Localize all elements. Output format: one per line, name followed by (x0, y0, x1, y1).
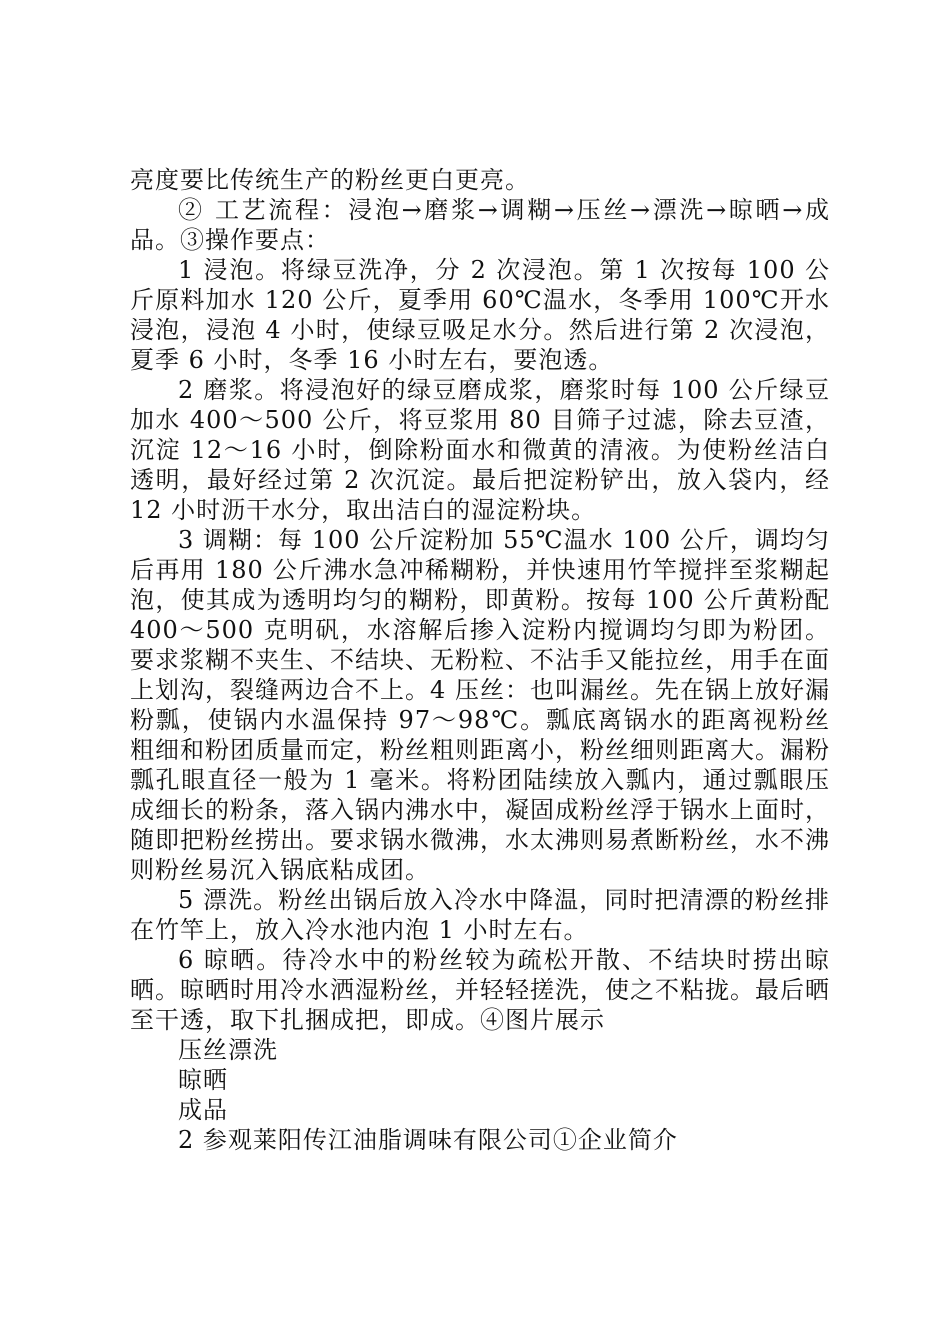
caption-product: 成品 (178, 1096, 228, 1124)
caption-pressing-rinsing: 压丝漂洗 (178, 1036, 278, 1064)
paragraph-grinding: 2 磨浆。将浸泡好的绿豆磨成浆，磨浆时每 100 公斤绿豆加水 400～500 公斤，将豆浆用 80 目筛子过滤，除去豆渣，沉淀 12～16 小时，倒除粉面水和微黄的清液。为使粉丝洁白透明，最好经过第 2 次沉淀。最后把淀粉铲出，放入袋内，经 12 小时沥干水分，取出洁白的湿淀粉块。 (130, 376, 830, 524)
section-heading-company-visit: 2 参观莱阳传江油脂调味有限公司①企业简介 (178, 1126, 678, 1154)
document-page (130, 165, 830, 1155)
paragraph-drying: 6 晾晒。待冷水中的粉丝较为疏松开散、不结块时捞出晾晒。晾晒时用冷水洒湿粉丝，并轻轻搓洗，使之不粘拢。最后晒至干透，取下扎捆成把，即成。④图片展示 (130, 946, 830, 1034)
paragraph-rinsing: 5 漂洗。粉丝出锅后放入冷水中降温，同时把清漂的粉丝排在竹竿上，放入冷水池内泡 1 小时左右。 (130, 886, 830, 944)
paragraph-soaking: 1 浸泡。将绿豆洗净，分 2 次浸泡。第 1 次按每 100 公斤原料加水 120 公斤，夏季用 60℃温水，冬季用 100℃开水浸泡，浸泡 4 小时，使绿豆吸足水分。然后进行第 2 次浸泡，夏季 6 小时，冬季 16 小时左右，要泡透。 (130, 256, 830, 374)
paragraph-intro: 亮度要比传统生产的粉丝更白更亮。 (130, 166, 530, 194)
paragraph-process-flow: ② 工艺流程：浸泡→磨浆→调糊→压丝→漂洗→晾晒→成品。③操作要点： (130, 196, 830, 254)
caption-drying: 晾晒 (178, 1066, 228, 1094)
paragraph-mixing-pressing: 3 调糊：每 100 公斤淀粉加 55℃温水 100 公斤，调均匀后再用 180 公斤沸水急冲稀糊粉，并快速用竹竿搅拌至浆糊起泡，使其成为透明均匀的糊粉，即黄粉。按每 100 公斤黄粉配 400～500 克明矾，水溶解后掺入淀粉内搅调均匀即为粉团。要求浆糊不夹生、不结块、无粉粒、不沾手又能拉丝，用手在面上划沟，裂缝两边合不上。4 压丝：也叫漏丝。先在锅上放好漏粉瓢，使锅内水温保持 97～98℃。瓢底离锅水的距离视粉丝粗细和粉团质量而定，粉丝粗则距离小，粉丝细则距离大。漏粉瓢孔眼直径一般为 1 毫米。将粉团陆续放入瓢内，通过瓢眼压成细长的粉条，落入锅内沸水中，凝固成粉丝浮于锅水上面时，随即把粉丝捞出。要求锅水微沸，水太沸则易煮断粉丝，水不沸则粉丝易沉入锅底粘成团。 (130, 526, 830, 884)
